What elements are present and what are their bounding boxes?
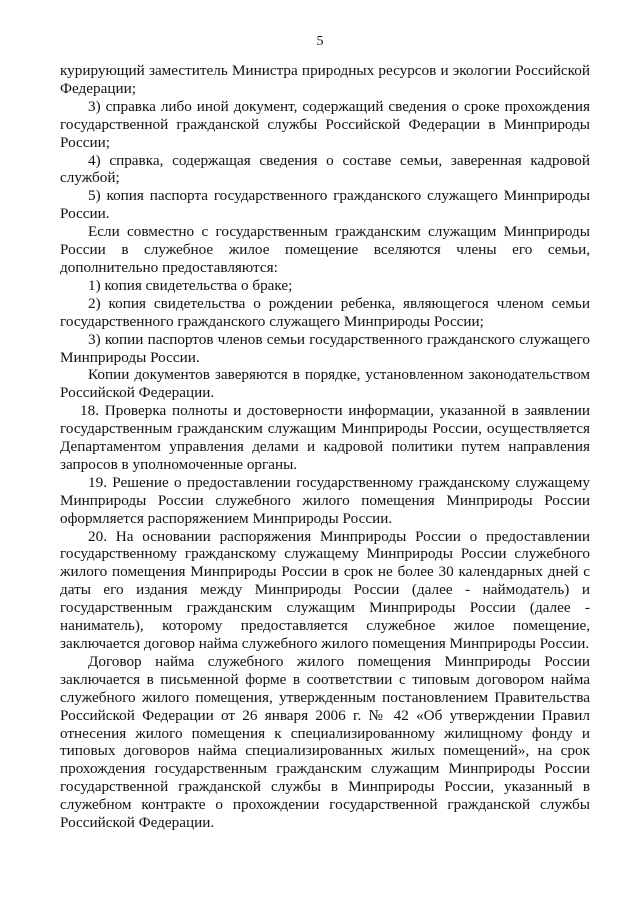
list-item-5-passport-copy: 5) копия паспорта государственного гражданского служащего Минприроды России. bbox=[60, 187, 590, 223]
document-body bbox=[60, 62, 590, 832]
paragraph-family-members: Если совместно с государственным гражданским служащим Минприроды России в служебное жилое помещение вселяются члены его семьи, дополнительно предоставляются: bbox=[60, 223, 590, 276]
paragraph-copies-certified: Копии документов заверяются в порядке, установленном законодательством Российской Федерации. bbox=[60, 366, 590, 402]
paragraph-lease-contract: Договор найма служебного жилого помещения Минприроды России заключается в письменной форме в соответствии с типовым договором найма служебного жилого помещения, утвержденным постановлением Правительства Российской Федерации от 26 января 2006 г. № 42 «Об утверждении Правил отнесения жилого помещения к специализированному жилищному фонду и типовых договоров найма специализированных жилых помещений», на срок прохождения государственным гражданским служащим Минприроды России государственной гражданской службы в Минприроды России, указанный в служебном контракте о прохождении государственной гражданской службы Российской Федерации. bbox=[60, 652, 590, 832]
clause-19: 19. Решение о предоставлении государственному гражданскому служащему Минприроды России служебного жилого помещения Минприроды России оформляется распоряжением Минприроды России. bbox=[60, 473, 590, 527]
list-item-4-family-certificate: 4) справка, содержащая сведения о составе семьи, заверенная кадровой службой; bbox=[60, 151, 590, 187]
paragraph-continuation: курирующий заместитель Министра природных ресурсов и экологии Российской Федерации; bbox=[60, 62, 590, 97]
list-item-2-birth-certificate: 2) копия свидетельства о рождении ребенка, являющегося членом семьи государственного гражданского служащего Минприроды России; bbox=[60, 294, 590, 330]
list-item-1-marriage-certificate: 1) копия свидетельства о браке; bbox=[88, 276, 293, 294]
list-item-3-family-passports: 3) копии паспортов членов семьи государственного гражданского служащего Минприроды России. bbox=[60, 330, 590, 366]
list-item-3-certificate-service-term: 3) справка либо иной документ, содержащий сведения о сроке прохождения государственной гражданской службы Российской Федерации в Минприроды России; bbox=[60, 97, 590, 151]
clause-18: 18. Проверка полноты и достоверности информации, указанной в заявлении государственным гражданским служащим Минприроды России, осуществляется Департаментом управления делами и кадровой политики путем направления запросов в уполномоченные органы. bbox=[60, 402, 590, 473]
page-number: 5 bbox=[316, 34, 324, 49]
clause-20: 20. На основании распоряжения Минприроды России о предоставлении государственному гражданскому служащему Минприроды России служебного жилого помещения Минприроды России в срок не более 30 календарных дней с даты его издания между Минприроды России (далее - наймодатель) и государственным гражданским служащим Минприроды России (далее - наниматель), которому предоставляется служебное жилое помещение, заключается договор найма служебного жилого помещения Минприроды России. bbox=[60, 527, 590, 652]
